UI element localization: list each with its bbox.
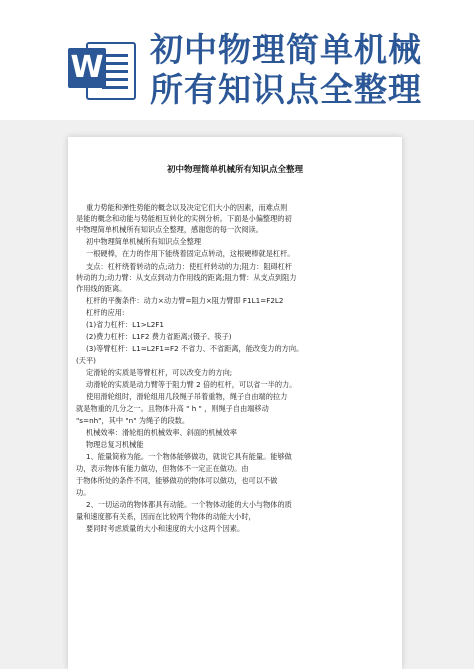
document-line: (3)等臂杠杆：L1=L2F1=F2 不省力、不省距离，能改变力的方向。 [86, 344, 304, 353]
document-line: 于物体所处的条件不同，能够做功的物体可以做功，也可以不做 [76, 476, 278, 485]
document-line: 量和速度都有关系，因而在比较两个物体的动能大小时， [76, 512, 256, 521]
document-line: 初中物理简单机械所有知识点全整理 [86, 237, 202, 246]
document-line: 使用滑轮组时，滑轮组用几段绳子吊着重物，绳子自由端的拉力 [86, 392, 288, 401]
document-line: 作用线的距离。 [76, 284, 127, 293]
banner-title-line2: 所有知识点全整理 [150, 70, 422, 109]
document-line: 支点：杠杆绕着转动的点;动力：使杠杆转动的力;阻力：阻碍杠杆 [86, 262, 293, 271]
document-line: 1、能量简称为能。一个物体能够做功，就说它具有能量。能够做 [86, 452, 292, 461]
banner-title-line1: 初中物理简单机械 [150, 30, 422, 69]
banner-title [150, 30, 470, 110]
document-line: 是能的概念和动能与势能相互转化的实例分析。下面是小偏整理的初 [76, 214, 292, 223]
banner [0, 0, 474, 120]
document-line: 就是物重的几分之一。且物体升高 " h " ，则绳子自由端移动 [76, 404, 269, 413]
document-page [68, 137, 402, 669]
logo-letter: W [68, 48, 106, 88]
document-line: (天平) [76, 356, 96, 365]
document-line: 杠杆的应用: [86, 308, 125, 317]
document-line: "s=nh"，其中 "n" 为绳子的段数。 [76, 416, 190, 425]
document-line: 功。 [76, 488, 91, 497]
document-line: 重力势能和弹性势能的概念以及决定它们大小的因素，而难点则 [86, 203, 288, 212]
document-line: 一根硬棒，在力的作用下能绕着固定点转动，这根硬棒就是杠杆。 [86, 249, 295, 258]
document-line: 2、一切运动的物体都具有动能。一个物体动能的大小与物体的质 [86, 500, 292, 509]
document-line: 转动的力;动力臂：从支点到动力作用线的距离;阻力臂：从支点到阻力 [76, 273, 297, 282]
document-line: (1)省力杠杆：L1>L2F1 [86, 320, 165, 329]
document-line: 动滑轮的实质是动力臂等于阻力臂 2 倍的杠杆，可以省一半的力。 [86, 380, 297, 389]
document-line: 定滑轮的实质是等臂杠杆，可以改变力的方向; [86, 368, 233, 377]
document-title: 初中物理简单机械所有知识点全整理 [166, 165, 303, 175]
document-line: 功，表示物体有能力做功，但物体不一定正在做功。由 [76, 464, 249, 473]
document-line: 杠杆的平衡条件：动力×动力臂=阻力×阻力臂即 F1L1=F2L2 [86, 296, 284, 305]
document-line: (2)费力杠杆：L1F2 费力省距离;(镊子、筷子) [86, 332, 232, 341]
document-line: 中物理简单机械所有知识点全整理，感谢您的每一次阅读。 [76, 225, 263, 234]
word-document-icon [68, 38, 134, 100]
document-line: 要同时考虑质量的大小和速度的大小这两个因素。 [86, 524, 245, 533]
document-line: 物理总复习机械能 [86, 440, 144, 449]
document-line: 机械效率：滑轮组的机械效率、斜面的机械效率 [86, 428, 237, 437]
